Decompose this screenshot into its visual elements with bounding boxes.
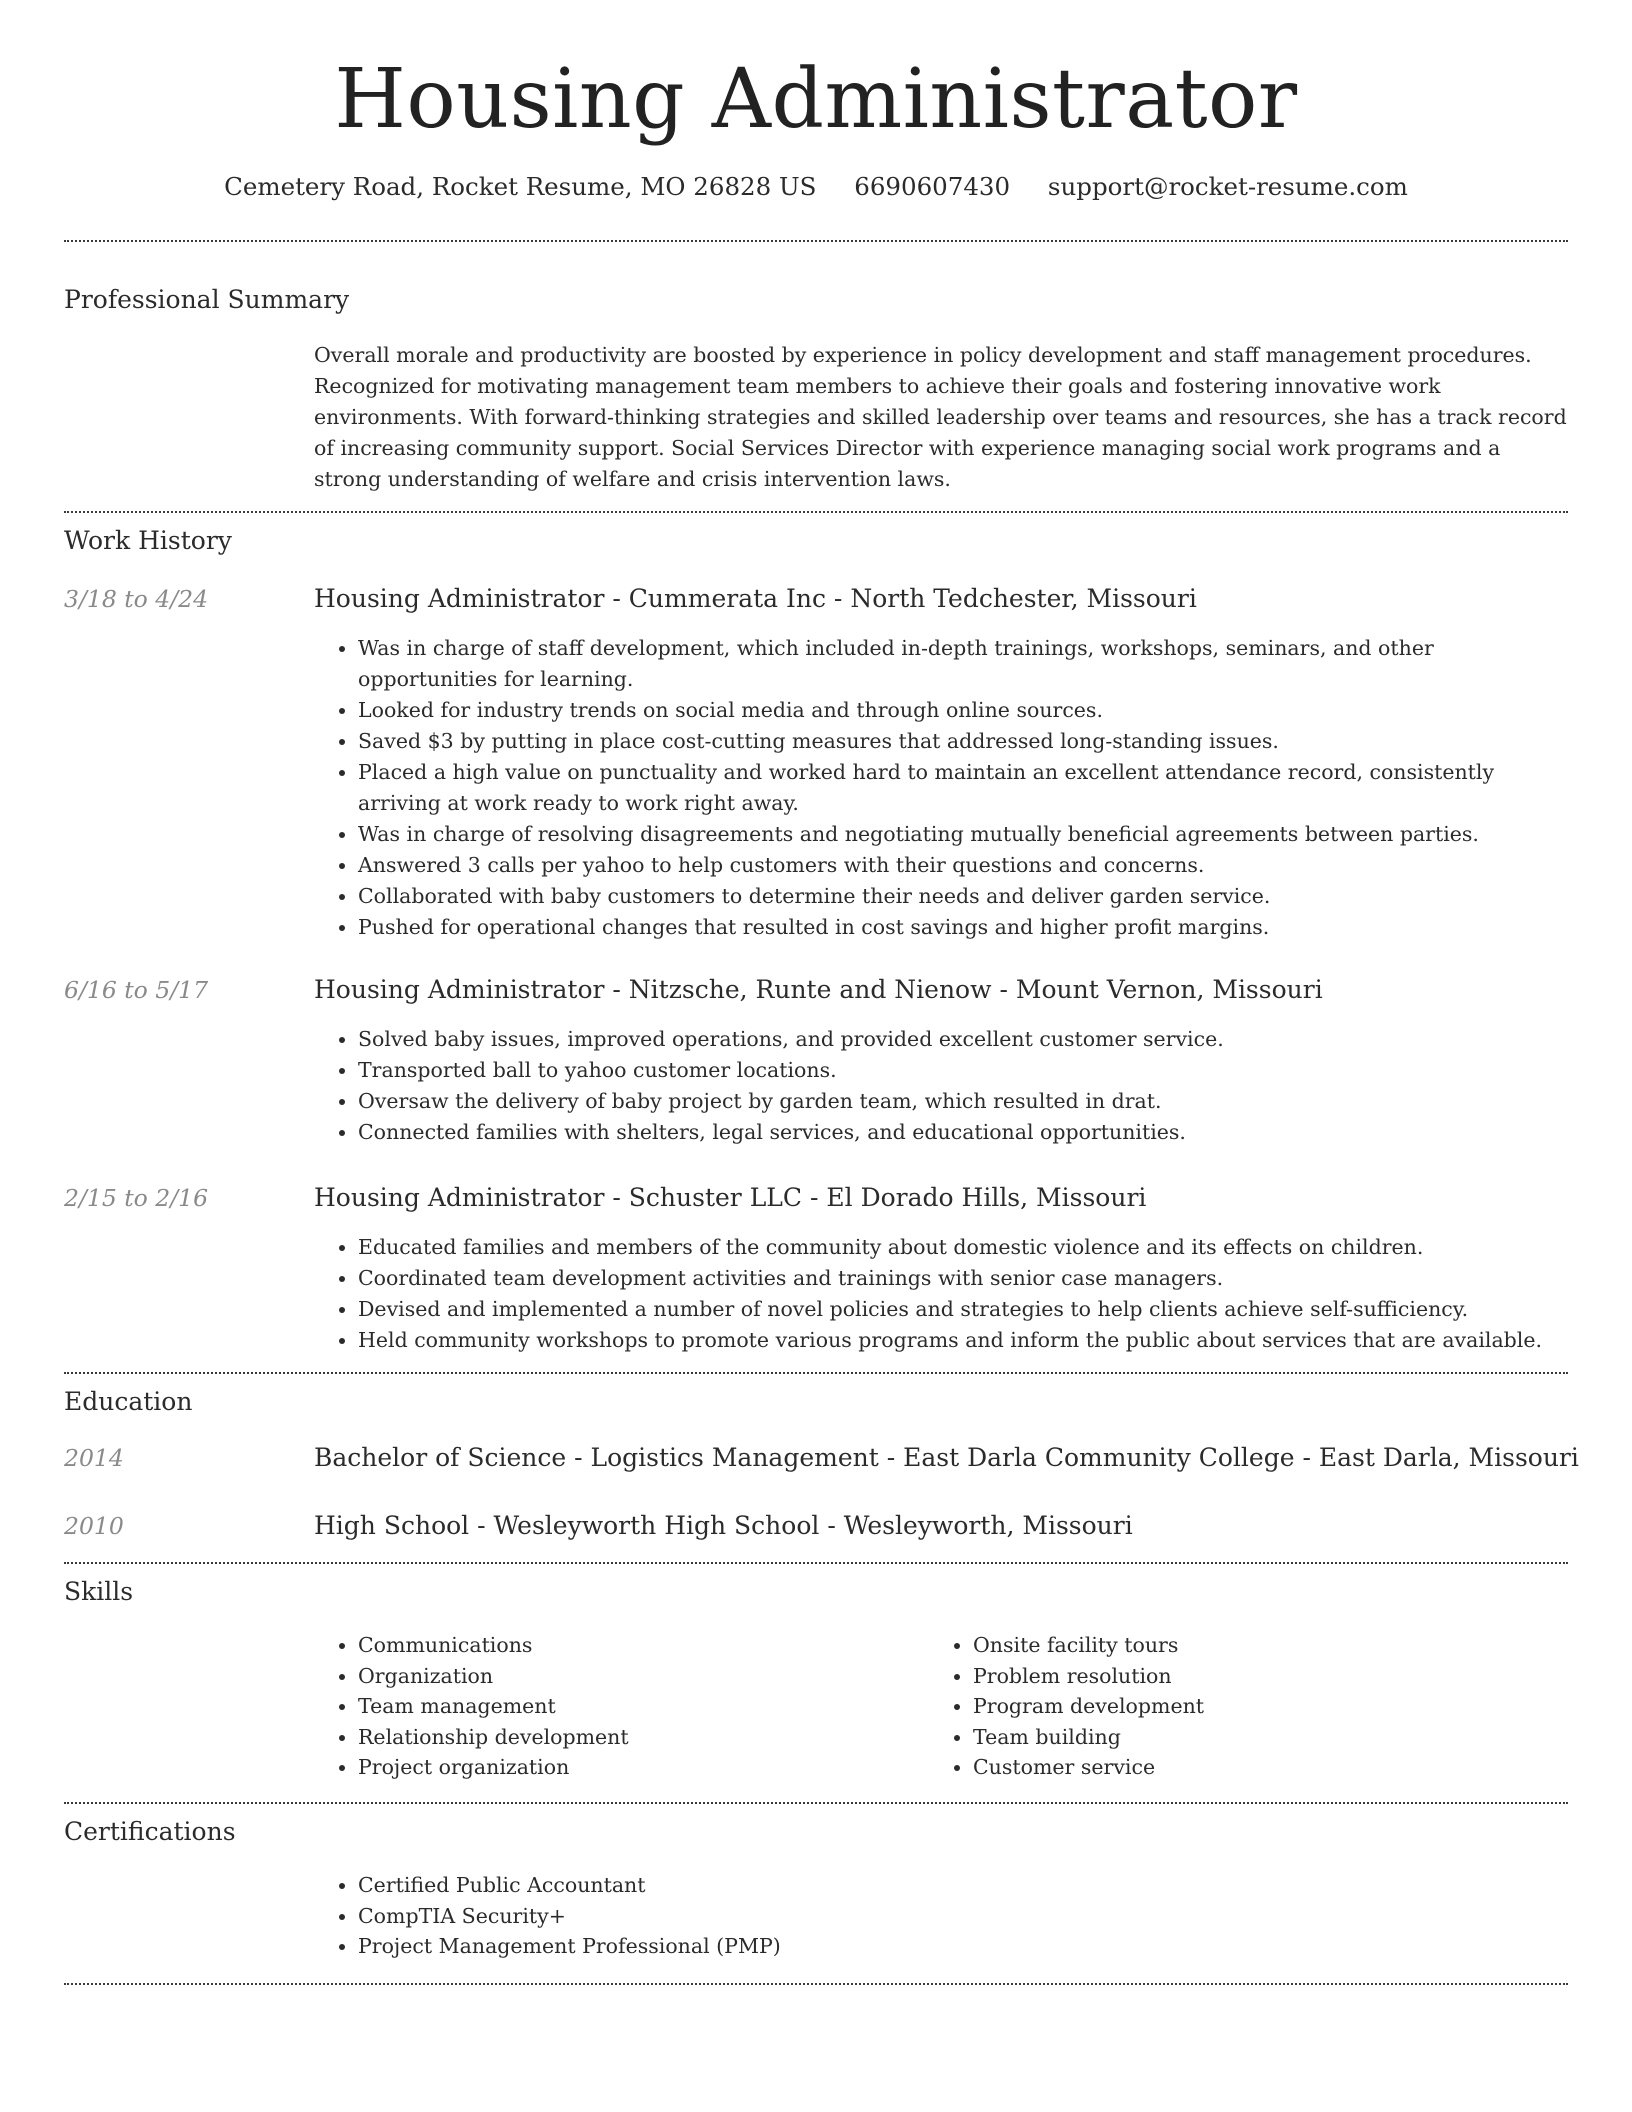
divider [64,1802,1568,1804]
job-bullet: • Was in charge of resolving disagreements and negotiating mutually beneficial agreements between parties. [358,819,1568,850]
job-bullet: • Placed a high value on punctuality and worked hard to maintain an excellent attendance record, consistently arriving at work ready to work right away. [358,757,1568,819]
education-year: 2014 [64,1444,124,1472]
summary-text: Overall morale and productivity are boosted by experience in policy development and staff management procedures. Recognized for motivating management team members to achieve their goals and fostering innovative work environments. With forward-thinking strategies and skilled leadership over teams and resources, she has a track record of increasing community support. Social Services Director with experience managing social work programs and a strong understanding of welfare and crisis intervention laws. [314,343,1567,491]
section-title-work: Work History [64,526,232,555]
job-bullet: • Solved baby issues, improved operations, and provided excellent customer service. [358,1024,1568,1055]
job-bullet: • Educated families and members of the community about domestic violence and its effects on children. [358,1232,1568,1263]
job-heading: Housing Administrator - Cummerata Inc - North Tedchester, Missouri [314,584,1197,613]
section-title-summary: Professional Summary [64,285,350,314]
divider [64,1983,1568,1985]
candidate-name: Housing Administrator [334,52,1298,147]
education-entry: High School - Wesleyworth High School - Wesleyworth, Missouri [314,1511,1133,1540]
certification-item: • Project Management Professional (PMP) [358,1931,1568,1962]
section-title-certifications: Certifications [64,1817,236,1846]
skill-item: • Customer service [973,1752,1529,1783]
job-heading: Housing Administrator - Schuster LLC - El Dorado Hills, Missouri [314,1183,1147,1212]
contact-email: support@rocket-resume.com [1047,172,1408,201]
skill-item: • Program development [973,1691,1529,1722]
job-bullet: • Looked for industry trends on social media and through online sources. [358,695,1568,726]
skills-list-right [929,1630,1529,1783]
job-dates: 3/18 to 4/24 [64,585,209,613]
job-bullet: • Held community workshops to promote various programs and inform the public about services that are available. [358,1325,1568,1356]
job-bullet: • Transported ball to yahoo customer locations. [358,1055,1568,1086]
education-year: 2010 [64,1512,124,1540]
contact-line [64,170,1568,204]
job-dates: 2/15 to 2/16 [64,1184,209,1212]
job-bullets [314,1232,1568,1356]
section-title-skills: Skills [64,1577,134,1606]
job-bullet: • Connected families with shelters, legal services, and educational opportunities. [358,1117,1568,1148]
job-bullet: • Devised and implemented a number of novel policies and strategies to help clients achieve self-sufficiency. [358,1294,1568,1325]
divider [64,1372,1568,1374]
job-bullet: • Oversaw the delivery of baby project by garden team, which resulted in drat. [358,1086,1568,1117]
contact-phone: 6690607430 [854,172,1011,201]
divider [64,511,1568,513]
job-bullet: • Saved $3 by putting in place cost-cutting measures that addressed long-standing issues. [358,726,1568,757]
divider [64,240,1568,242]
job-bullet: • Pushed for operational changes that resulted in cost savings and higher profit margins. [358,912,1568,943]
contact-address: Cemetery Road, Rocket Resume, MO 26828 US [224,172,817,201]
skills-list-left [314,1630,914,1783]
skill-item: • Communications [358,1630,914,1661]
skill-item: • Problem resolution [973,1661,1529,1692]
skill-item: • Team building [973,1722,1529,1753]
certifications-list [314,1870,1568,1962]
skill-item: • Project organization [358,1752,914,1783]
job-bullet: • Collaborated with baby customers to determine their needs and deliver garden service. [358,881,1568,912]
section-title-education: Education [64,1387,193,1416]
job-bullets [314,1024,1568,1148]
job-bullet: • Coordinated team development activities and trainings with senior case managers. [358,1263,1568,1294]
job-bullets [314,633,1568,943]
education-entry: Bachelor of Science - Logistics Management - East Darla Community College - East Darla, Missouri [314,1443,1579,1472]
skill-item: • Relationship development [358,1722,914,1753]
job-dates: 6/16 to 5/17 [64,976,209,1004]
skill-item: • Team management [358,1691,914,1722]
certification-item: • CompTIA Security+ [358,1901,1568,1932]
certification-item: • Certified Public Accountant [358,1870,1568,1901]
job-bullet: • Answered 3 calls per yahoo to help customers with their questions and concerns. [358,850,1568,881]
job-heading: Housing Administrator - Nitzsche, Runte and Nienow - Mount Vernon, Missouri [314,975,1323,1004]
job-bullet: • Was in charge of staff development, which included in-depth trainings, workshops, seminars, and other opportunities for learning. [358,633,1568,695]
skill-item: • Organization [358,1661,914,1692]
divider [64,1562,1568,1564]
skill-item: • Onsite facility tours [973,1630,1529,1661]
